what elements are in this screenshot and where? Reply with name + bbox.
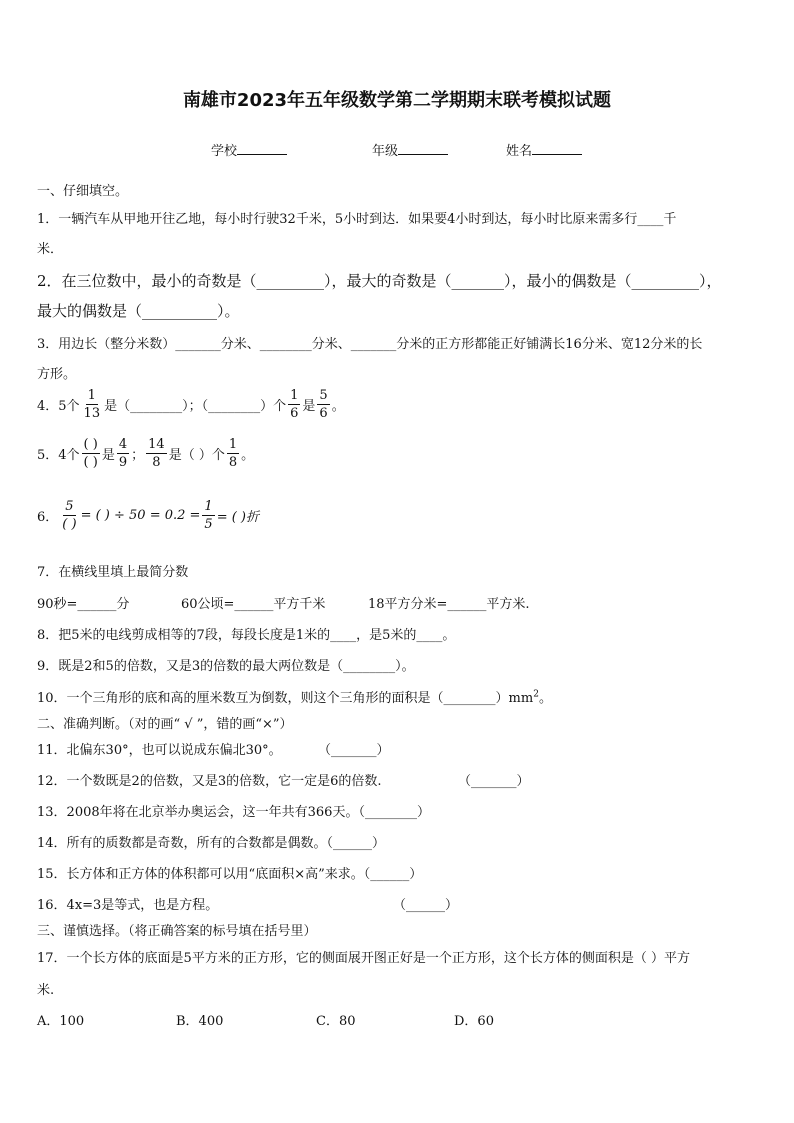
q6-mid1: = ( ) ÷ 50 = 0.2 = [80, 508, 201, 523]
q4-f2-num: 1 [290, 388, 299, 403]
q4-f1-den: 13 [83, 406, 101, 421]
question-7-b: 60公顷=______平方千米 [181, 597, 326, 612]
q4-mid1: 是（________）；（________）个 [104, 399, 287, 414]
q4-prefix: 4．5个 [37, 399, 80, 414]
q5-f4-den: 8 [228, 455, 238, 470]
q10-text: 10．一个三角形的底和高的厘米数互为倒数，则这个三角形的面积是（________）mm [37, 691, 534, 706]
question-1-line2: 米． [37, 242, 64, 257]
question-2-line2: 最大的偶数是（__________）。 [37, 302, 240, 320]
option-c[interactable]: C．80 [316, 1014, 356, 1029]
question-14: 14．所有的质数都是奇数，所有的合数都是偶数。（______） [37, 836, 386, 851]
q5-prefix: 5．4个 [37, 448, 80, 463]
q6-fraction-1 [60, 500, 78, 531]
question-7-c: 18平方分米=______平方米. [368, 597, 530, 612]
question-3-line1: 3．用边长（整分米数）_______分米、________分米、_______分米的正方形都能正好铺满长16分米、宽12分米的长 [37, 337, 703, 352]
q4-mid2: 是 [302, 399, 316, 414]
grade-blank[interactable] [398, 142, 448, 155]
q5-f2-num: 4 [118, 437, 128, 452]
question-11-answer[interactable]: （_______） [318, 743, 390, 758]
question-17-line1: 17．一个长方体的底面是5平方米的正方形，它的侧面展开图正好是一个正方形，这个长方体的侧面积是（ ）平方 [37, 951, 690, 966]
question-12: 12．一个数既是2的倍数，又是3的倍数，它一定是6的倍数. [37, 774, 382, 789]
question-9: 9．既是2和5的倍数，又是3的倍数的最大两位数是（________）。 [37, 659, 415, 674]
q4-f3-num: 5 [319, 388, 328, 403]
q6-f1-num: 5 [65, 499, 74, 514]
q5-f3-den: 8 [152, 455, 161, 470]
section-heading-1: 一、仔细填空。 [37, 184, 129, 199]
q5-fraction-1 [82, 438, 100, 469]
q5-f1-den: ( ) [83, 455, 98, 470]
school-label: 学校 [211, 144, 238, 159]
question-12-answer[interactable]: （_______） [458, 774, 530, 789]
q4-fraction-1 [82, 389, 103, 420]
option-d[interactable]: D．60 [454, 1014, 494, 1029]
q5-fraction-2 [117, 438, 129, 469]
name-label: 姓名 [506, 144, 533, 159]
question-13: 13．2008年将在北京举办奥运会，这一年共有366天。（________） [37, 805, 430, 820]
q5-fraction-4 [227, 438, 239, 469]
question-2-line1: 2．在三位数中，最小的奇数是（_________），最大的奇数是（_______），最小的偶数是（_________）， [37, 272, 722, 290]
q4-f1-num: 1 [87, 388, 96, 403]
question-15: 15．长方体和正方体的体积都可以用“底面积×高”来求。（______） [37, 867, 423, 882]
q10-sup: 2 [533, 689, 539, 700]
q4-fraction-2 [288, 389, 300, 420]
q4-fraction-3 [317, 389, 329, 420]
question-17-line2: 米. [37, 983, 55, 998]
school-field[interactable] [211, 140, 287, 159]
q6-f1-den: ( ) [62, 517, 77, 532]
q5-fraction-3 [146, 438, 167, 469]
section-heading-3: 三、谨慎选择。（将正确答案的标号填在括号里） [37, 924, 317, 939]
q10-end: 。 [538, 691, 552, 706]
name-field[interactable] [506, 140, 582, 159]
q6-fraction-2 [202, 500, 214, 531]
page-title: 南雄市2023年五年级数学第二学期期末联考模拟试题 [182, 90, 612, 111]
grade-field[interactable] [372, 140, 448, 159]
name-blank[interactable] [532, 142, 582, 155]
q6-end: = ( )折 [216, 510, 260, 525]
question-7-a: 90秒=______分 [37, 597, 130, 612]
q4-end: 。 [331, 399, 345, 414]
grade-label: 年级 [372, 144, 399, 159]
question-8: 8．把5米的电线剪成相等的7段，每段长度是1米的____，是5米的____。 [37, 628, 456, 643]
q5-f3-num: 14 [148, 437, 165, 452]
section-heading-2: 二、准确判断。（对的画“ √ ”，错的画“×”） [37, 717, 293, 732]
q6-f2-den: 5 [204, 517, 213, 532]
q5-mid3: 是（ ）个 [168, 448, 225, 463]
q5-mid1: 是 [101, 448, 115, 463]
question-5 [37, 438, 254, 469]
question-7-line1: 7．在横线里填上最简分数 [37, 565, 189, 580]
q5-end: 。 [241, 448, 255, 463]
q5-mid2: ； [131, 448, 145, 463]
question-11: 11．北偏东30°，也可以说成东偏北30°。 [37, 743, 282, 758]
q5-f4-num: 1 [228, 437, 238, 452]
school-blank[interactable] [237, 142, 287, 155]
option-b[interactable]: B．400 [176, 1014, 224, 1029]
question-3-line2: 方形。 [37, 367, 77, 382]
question-6 [37, 500, 259, 531]
q4-f2-den: 6 [290, 406, 299, 421]
q6-f2-num: 1 [204, 499, 213, 514]
q5-f1-num: ( ) [83, 437, 98, 452]
question-1-line1: 1．一辆汽车从甲地开往乙地，每小时行驶32千米，5小时到达．如果要4小时到达，每小时比原来需多行____千 [37, 212, 677, 227]
question-16: 16．4x=3是等式，也是方程。 [37, 898, 219, 913]
option-a[interactable]: A．100 [37, 1014, 85, 1029]
question-4 [37, 389, 345, 420]
q5-f2-den: 9 [118, 455, 128, 470]
question-10 [37, 687, 552, 706]
question-16-answer[interactable]: （______） [393, 898, 459, 913]
q4-f3-den: 6 [319, 406, 328, 421]
q6-prefix: 6． [37, 510, 59, 525]
